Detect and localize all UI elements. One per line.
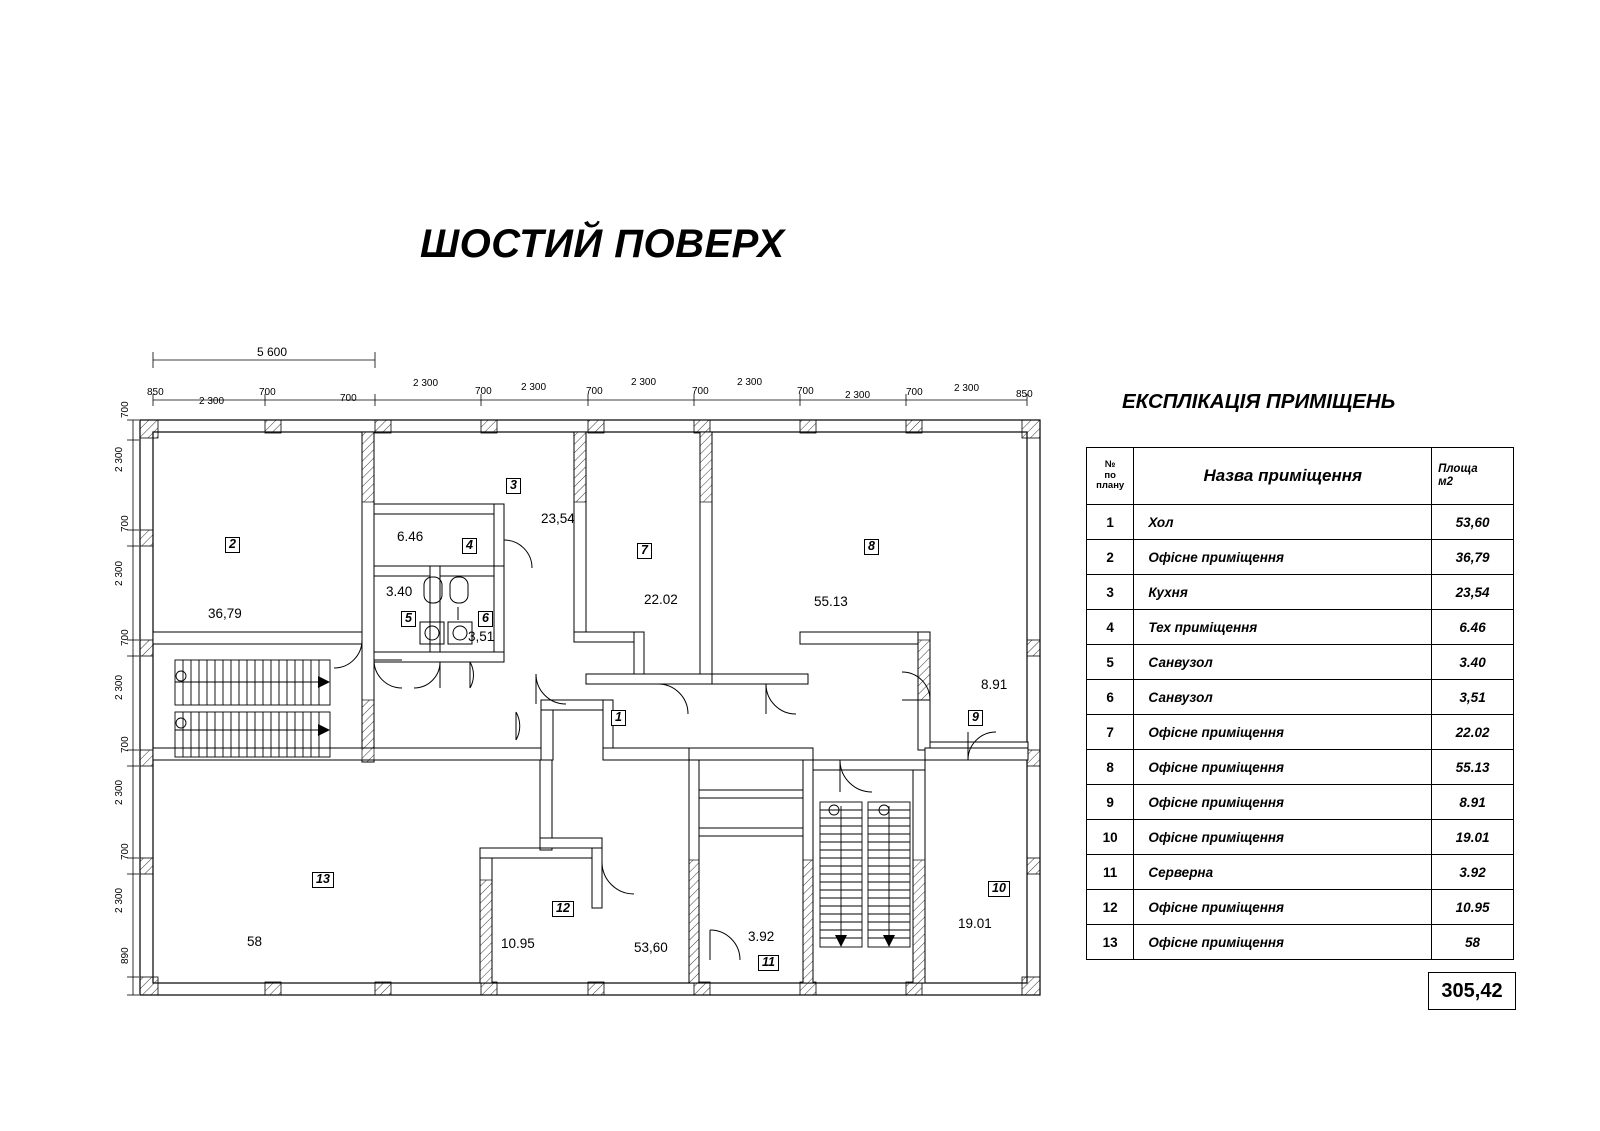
plan-room-number: 1 — [611, 710, 626, 726]
plan-area-label: 22.02 — [644, 592, 678, 607]
plan-dimension-left: 700 — [120, 629, 131, 646]
plan-dimension-top: 700 — [797, 386, 814, 397]
room-number-cell: 8 — [1087, 750, 1134, 785]
table-row — [1087, 785, 1514, 820]
plan-dimension-left: 700 — [120, 736, 131, 753]
header-no-line-3: плану — [1096, 480, 1125, 492]
plan-dimension-left: 890 — [120, 947, 131, 964]
plan-dimension-left: 2 300 — [114, 674, 125, 700]
room-number-cell: 5 — [1087, 645, 1134, 680]
room-area-cell: 58 — [1432, 925, 1514, 960]
room-number-cell: 13 — [1087, 925, 1134, 960]
plan-room-number: 11 — [758, 955, 779, 971]
table-row — [1087, 575, 1514, 610]
room-area-cell: 22.02 — [1432, 715, 1514, 750]
plan-area-label: 23,54 — [541, 511, 575, 526]
table-row — [1087, 855, 1514, 890]
room-name-cell: Кухня — [1134, 575, 1432, 610]
plan-dimension-overall: 5 600 — [257, 345, 288, 359]
table-header-row — [1087, 448, 1514, 505]
plan-dimension-top: 2 300 — [199, 396, 225, 407]
room-number-cell: 4 — [1087, 610, 1134, 645]
plan-dimension-top: 2 300 — [521, 382, 547, 393]
room-number-cell: 6 — [1087, 680, 1134, 715]
plan-room-number: 8 — [864, 539, 879, 555]
room-area-cell: 8.91 — [1432, 785, 1514, 820]
plan-dimension-top: 2 300 — [954, 383, 980, 394]
plan-area-label: 3.92 — [748, 929, 775, 944]
column-header-number — [1087, 448, 1134, 505]
plan-dimension-top: 700 — [906, 387, 923, 398]
plan-room-number: 13 — [312, 872, 334, 888]
plan-dimension-top: 2 300 — [413, 378, 439, 389]
room-name-cell: Тех приміщення — [1134, 610, 1432, 645]
plan-area-label: 3.40 — [386, 584, 413, 599]
table-row — [1087, 820, 1514, 855]
plan-dimension-left: 700 — [120, 401, 131, 418]
explication-heading: ЕКСПЛІКАЦІЯ ПРИМІЩЕНЬ — [1122, 390, 1396, 413]
explication-body — [1087, 505, 1514, 960]
plan-dimension-left: 700 — [120, 843, 131, 860]
plan-area-label: 10.95 — [501, 936, 535, 951]
plan-dimension-left: 2 300 — [114, 779, 125, 805]
explication-table — [1086, 447, 1514, 960]
room-area-cell: 53,60 — [1432, 505, 1514, 540]
room-area-cell: 55.13 — [1432, 750, 1514, 785]
plan-area-label: 53,60 — [634, 940, 668, 955]
plan-dimension-top: 2 300 — [845, 390, 871, 401]
room-number-cell: 2 — [1087, 540, 1134, 575]
room-number-cell: 9 — [1087, 785, 1134, 820]
header-area-line-2: м2 — [1438, 476, 1454, 488]
header-area-line-1: Площа — [1438, 462, 1478, 475]
room-name-cell: Офісне приміщення — [1134, 715, 1432, 750]
table-row — [1087, 505, 1514, 540]
room-area-cell: 3.92 — [1432, 855, 1514, 890]
table-row — [1087, 645, 1514, 680]
room-name-cell: Офісне приміщення — [1134, 750, 1432, 785]
table-row — [1087, 925, 1514, 960]
room-name-cell: Офісне приміщення — [1134, 925, 1432, 960]
room-number-cell: 3 — [1087, 575, 1134, 610]
room-number-cell: 1 — [1087, 505, 1134, 540]
plan-room-number: 9 — [968, 710, 983, 726]
room-name-cell: Офісне приміщення — [1134, 785, 1432, 820]
plan-area-label: 6.46 — [397, 529, 424, 544]
table-row — [1087, 890, 1514, 925]
room-area-cell: 23,54 — [1432, 575, 1514, 610]
header-no-line-1: № — [1104, 458, 1116, 470]
table-row — [1087, 680, 1514, 715]
room-name-cell: Офісне приміщення — [1134, 540, 1432, 575]
plan-dimension-left: 2 300 — [114, 887, 125, 913]
room-name-cell: Офісне приміщення — [1134, 820, 1432, 855]
plan-area-label: 58 — [247, 934, 263, 949]
plan-dimension-top: 2 300 — [631, 377, 657, 388]
table-row — [1087, 715, 1514, 750]
table-row — [1087, 540, 1514, 575]
plan-area-label: 55.13 — [814, 594, 848, 609]
plan-room-number: 10 — [988, 881, 1010, 897]
room-area-cell: 19.01 — [1432, 820, 1514, 855]
plan-dimension-top: 2 300 — [737, 377, 763, 388]
plan-dimension-top: 700 — [259, 387, 276, 398]
room-name-cell: Хол — [1134, 505, 1432, 540]
plan-dimension-top: 700 — [586, 386, 603, 397]
total-area-box: 305,42 — [1428, 972, 1516, 1010]
plan-dimension-top: 850 — [147, 387, 164, 398]
room-name-cell: Санвузол — [1134, 680, 1432, 715]
room-number-cell: 12 — [1087, 890, 1134, 925]
room-number-cell: 11 — [1087, 855, 1134, 890]
room-area-cell: 10.95 — [1432, 890, 1514, 925]
plan-room-number: 4 — [462, 538, 477, 554]
plan-room-number: 7 — [637, 543, 652, 559]
table-row — [1087, 750, 1514, 785]
room-area-cell: 3,51 — [1432, 680, 1514, 715]
plan-dimension-left: 2 300 — [114, 560, 125, 586]
column-header-area — [1432, 448, 1514, 505]
room-area-cell: 36,79 — [1432, 540, 1514, 575]
header-no-line-2: по — [1104, 469, 1116, 481]
room-area-cell: 3.40 — [1432, 645, 1514, 680]
plan-area-label: 36,79 — [208, 606, 242, 621]
plan-room-number: 6 — [478, 611, 493, 627]
plan-room-number: 2 — [225, 537, 240, 553]
plan-room-number: 5 — [401, 611, 416, 627]
table-row — [1087, 610, 1514, 645]
plan-room-number: 3 — [506, 478, 521, 494]
room-name-cell: Санвузол — [1134, 645, 1432, 680]
page-title: ШОСТИЙ ПОВЕРХ — [420, 222, 785, 266]
plan-dimension-top: 700 — [340, 393, 357, 404]
plan-room-number: 12 — [552, 901, 574, 917]
plan-dimension-top: 850 — [1016, 389, 1033, 400]
plan-area-label: 19.01 — [958, 916, 992, 931]
room-name-cell: Офісне приміщення — [1134, 890, 1432, 925]
plan-area-label: 8.91 — [981, 677, 1008, 692]
plan-dimension-top: 700 — [692, 386, 709, 397]
room-number-cell: 10 — [1087, 820, 1134, 855]
column-header-name: Назва приміщення — [1134, 448, 1432, 505]
plan-area-label: 3,51 — [468, 629, 495, 644]
plan-dimension-top: 700 — [475, 386, 492, 397]
plan-dimension-left: 700 — [120, 515, 131, 532]
room-number-cell: 7 — [1087, 715, 1134, 750]
room-name-cell: Серверна — [1134, 855, 1432, 890]
room-area-cell: 6.46 — [1432, 610, 1514, 645]
plan-dimension-left: 2 300 — [114, 446, 125, 472]
